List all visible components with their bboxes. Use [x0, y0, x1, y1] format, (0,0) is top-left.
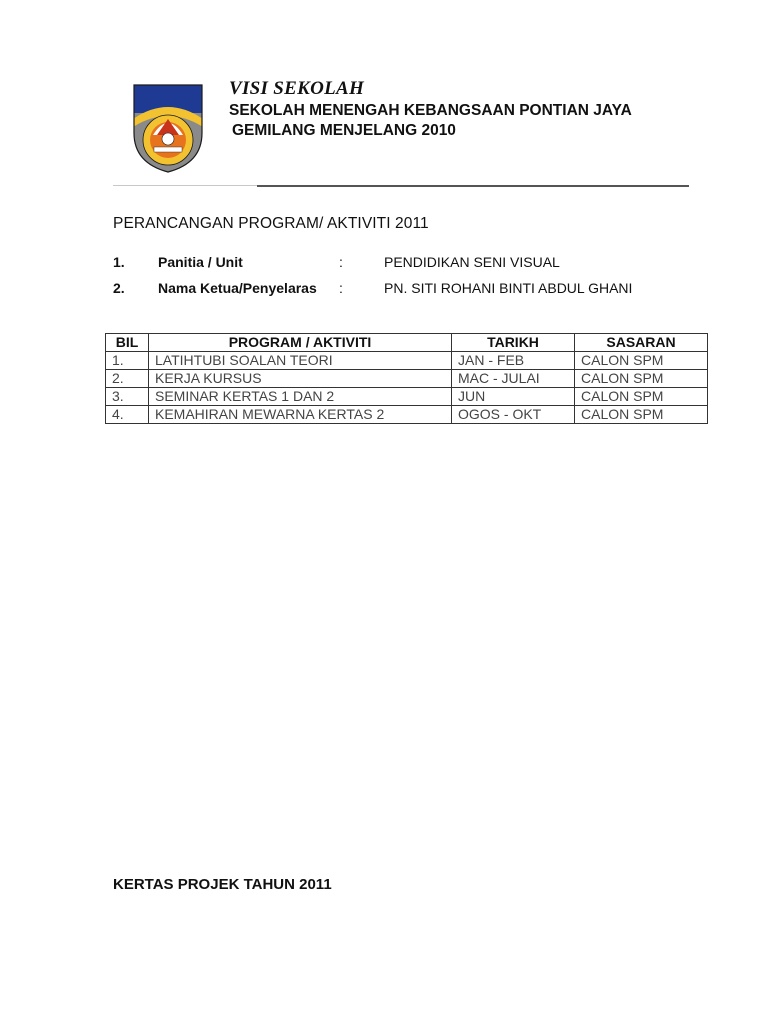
cell-sasaran: CALON SPM — [575, 406, 708, 424]
info-separator: : — [339, 280, 343, 296]
info-number: 2. — [113, 280, 125, 296]
cell-sasaran: CALON SPM — [575, 352, 708, 370]
cell-program: KERJA KURSUS — [149, 370, 452, 388]
school-crest-icon — [133, 83, 203, 173]
cell-sasaran: CALON SPM — [575, 388, 708, 406]
table-row — [106, 370, 708, 388]
visi-line-1: SEKOLAH MENENGAH KEBANGSAAN PONTIAN JAYA — [229, 102, 632, 119]
info-label: Nama Ketua/Penyelaras — [158, 280, 317, 296]
header-sasaran: SASARAN — [575, 334, 708, 352]
footer-title: KERTAS PROJEK TAHUN 2011 — [113, 876, 332, 893]
program-table — [105, 333, 708, 424]
cell-bil: 4. — [106, 406, 149, 424]
cell-program: SEMINAR KERTAS 1 DAN 2 — [149, 388, 452, 406]
cell-tarikh: JAN - FEB — [452, 352, 575, 370]
info-value: PENDIDIKAN SENI VISUAL — [384, 254, 560, 270]
visi-line-2: GEMILANG MENJELANG 2010 — [232, 122, 456, 139]
info-label: Panitia / Unit — [158, 254, 243, 270]
info-value: PN. SITI ROHANI BINTI ABDUL GHANI — [384, 280, 633, 296]
header-program: PROGRAM / AKTIVITI — [149, 334, 452, 352]
cell-program: KEMAHIRAN MEWARNA KERTAS 2 — [149, 406, 452, 424]
header-divider-thin — [113, 185, 257, 186]
header-tarikh: TARIKH — [452, 334, 575, 352]
info-separator: : — [339, 254, 343, 270]
visi-title: VISI SEKOLAH — [229, 78, 365, 99]
table-header-row — [106, 334, 708, 352]
visi-statement — [229, 101, 699, 141]
header-divider — [257, 185, 689, 187]
table-row — [106, 352, 708, 370]
cell-tarikh: JUN — [452, 388, 575, 406]
cell-tarikh: OGOS - OKT — [452, 406, 575, 424]
section-title: PERANCANGAN PROGRAM/ AKTIVITI 2011 — [113, 215, 429, 232]
cell-program: LATIHTUBI SOALAN TEORI — [149, 352, 452, 370]
table-row — [106, 388, 708, 406]
cell-bil: 3. — [106, 388, 149, 406]
table-row — [106, 406, 708, 424]
cell-tarikh: MAC - JULAI — [452, 370, 575, 388]
info-number: 1. — [113, 254, 125, 270]
cell-bil: 2. — [106, 370, 149, 388]
header-bil: BIL — [106, 334, 149, 352]
cell-bil: 1. — [106, 352, 149, 370]
cell-sasaran: CALON SPM — [575, 370, 708, 388]
